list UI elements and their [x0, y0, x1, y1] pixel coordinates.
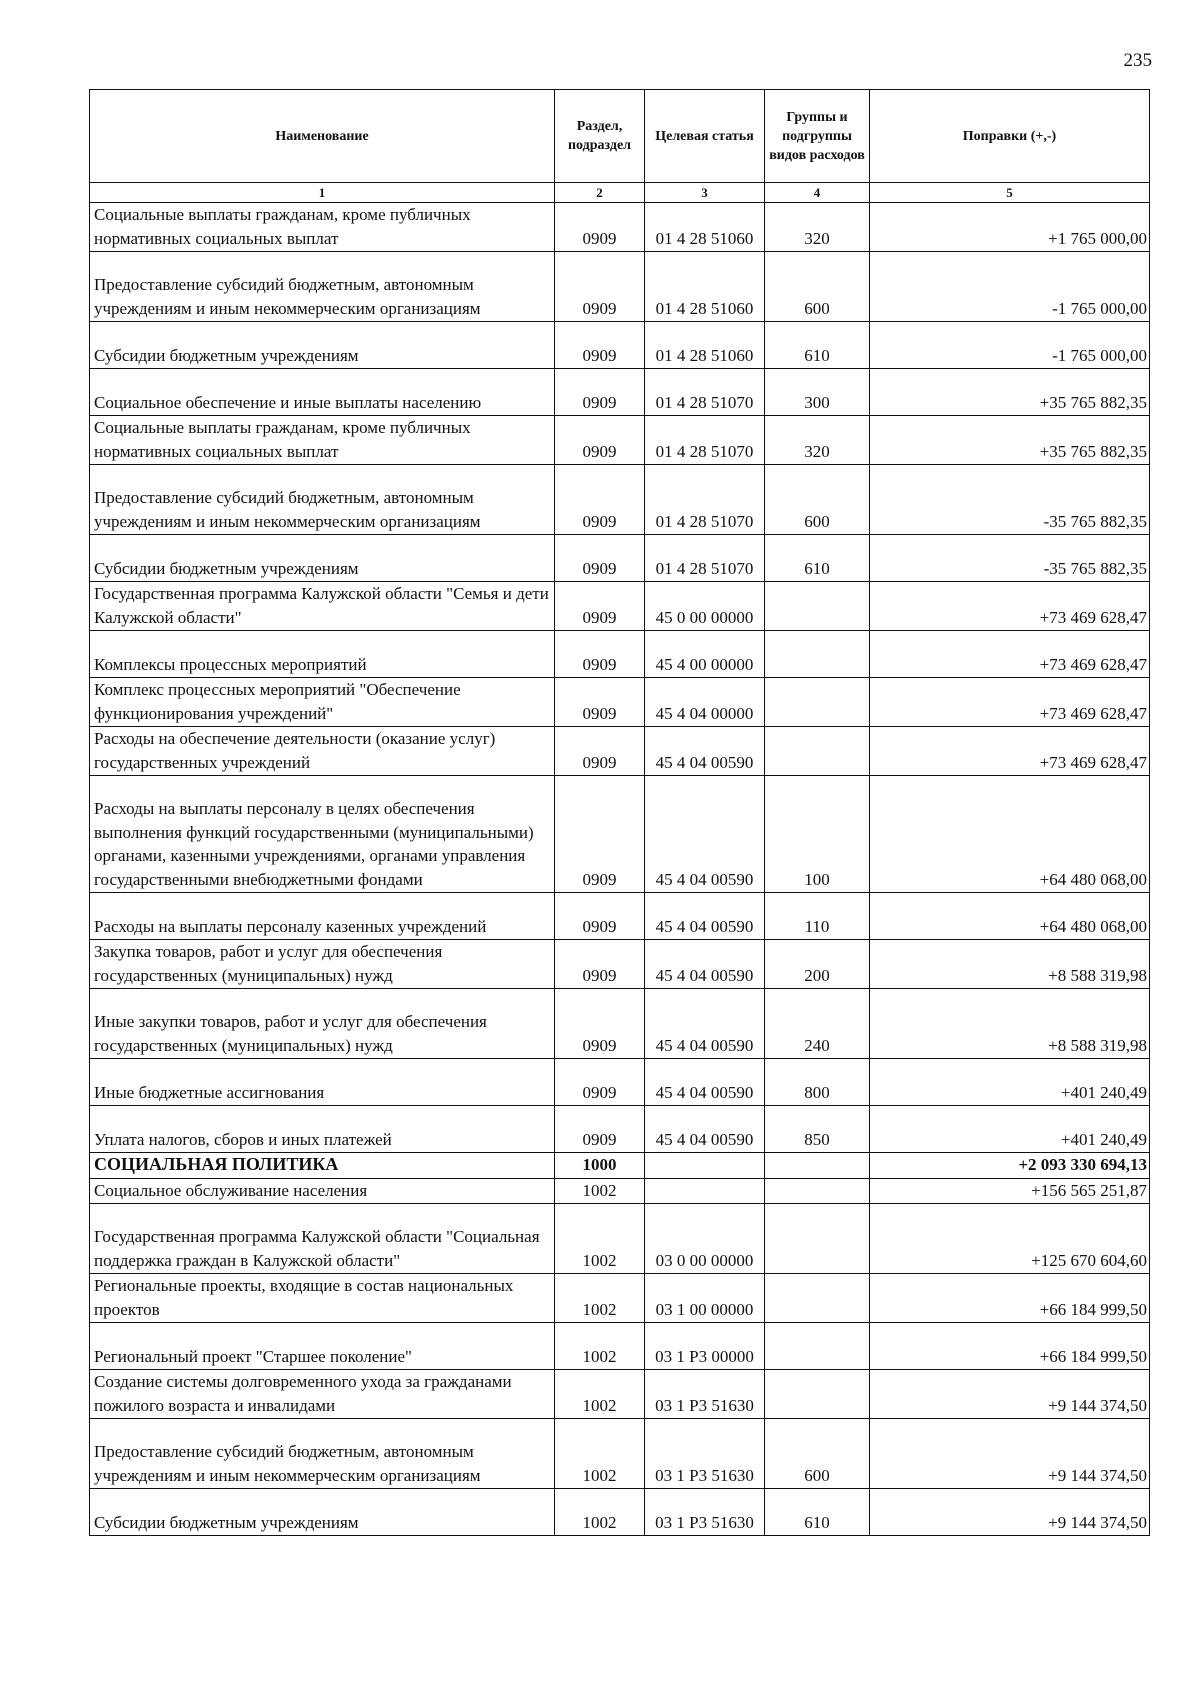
row-amount: +73 469 628,47: [870, 727, 1150, 776]
row-amount: -35 765 882,35: [870, 535, 1150, 582]
table-row: [90, 1274, 1150, 1323]
table-row: [90, 1153, 1150, 1179]
row-name: Социальное обеспечение и иные выплаты населению: [90, 369, 555, 416]
row-group: 300: [765, 369, 870, 416]
row-group: 610: [765, 322, 870, 369]
table-row: [90, 1419, 1150, 1489]
row-section: 0909: [555, 582, 645, 631]
row-name: Комплексы процессных мероприятий: [90, 631, 555, 678]
row-section: 1002: [555, 1178, 645, 1204]
row-target: 45 4 04 00000: [645, 678, 765, 727]
row-amount: +2 093 330 694,13: [870, 1153, 1150, 1179]
row-amount: -35 765 882,35: [870, 465, 1150, 535]
table-row: [90, 582, 1150, 631]
row-name: Закупка товаров, работ и услуг для обеспечения государственных (муниципальных) нужд: [90, 940, 555, 989]
row-name: Субсидии бюджетным учреждениям: [90, 322, 555, 369]
row-amount: +8 588 319,98: [870, 940, 1150, 989]
row-amount: +73 469 628,47: [870, 631, 1150, 678]
row-name: Предоставление субсидий бюджетным, автономным учреждениям и иным некоммерческим организациям: [90, 1419, 555, 1489]
row-target: 45 4 04 00590: [645, 727, 765, 776]
table-row: [90, 465, 1150, 535]
table-row: [90, 1489, 1150, 1536]
row-target: 01 4 28 51060: [645, 203, 765, 252]
row-group: [765, 631, 870, 678]
row-group: 600: [765, 252, 870, 322]
row-amount: +66 184 999,50: [870, 1274, 1150, 1323]
row-section: 0909: [555, 940, 645, 989]
row-section: 0909: [555, 1106, 645, 1153]
row-group: 610: [765, 1489, 870, 1536]
row-group: [765, 1178, 870, 1204]
row-amount: +1 765 000,00: [870, 203, 1150, 252]
col-number: 3: [645, 183, 765, 203]
row-target: 01 4 28 51060: [645, 322, 765, 369]
row-group: 320: [765, 416, 870, 465]
row-name: Региональные проекты, входящие в состав национальных проектов: [90, 1274, 555, 1323]
row-section: 0909: [555, 727, 645, 776]
row-name: Комплекс процессных мероприятий "Обеспечение функционирования учреждений": [90, 678, 555, 727]
row-group: [765, 582, 870, 631]
row-target: 03 0 00 00000: [645, 1204, 765, 1274]
row-section: 0909: [555, 252, 645, 322]
table-row: [90, 727, 1150, 776]
col-number: 5: [870, 183, 1150, 203]
row-group: 100: [765, 776, 870, 893]
row-amount: +9 144 374,50: [870, 1489, 1150, 1536]
table-row: [90, 1106, 1150, 1153]
row-group: 850: [765, 1106, 870, 1153]
row-section: 0909: [555, 369, 645, 416]
col-number: 1: [90, 183, 555, 203]
row-amount: +9 144 374,50: [870, 1419, 1150, 1489]
row-section: 1002: [555, 1274, 645, 1323]
row-section: 0909: [555, 893, 645, 940]
table-row: [90, 893, 1150, 940]
row-amount: +35 765 882,35: [870, 416, 1150, 465]
row-target: 45 4 04 00590: [645, 1106, 765, 1153]
row-amount: +73 469 628,47: [870, 678, 1150, 727]
row-name: Субсидии бюджетным учреждениям: [90, 1489, 555, 1536]
row-name: Региональный проект "Старшее поколение": [90, 1323, 555, 1370]
row-name: Расходы на обеспечение деятельности (оказание услуг) государственных учреждений: [90, 727, 555, 776]
row-section: 1002: [555, 1204, 645, 1274]
row-name: Предоставление субсидий бюджетным, автономным учреждениям и иным некоммерческим организациям: [90, 465, 555, 535]
row-target: 01 4 28 51070: [645, 535, 765, 582]
row-group: [765, 1274, 870, 1323]
row-group: 240: [765, 989, 870, 1059]
row-name: Иные закупки товаров, работ и услуг для обеспечения государственных (муниципальных) нужд: [90, 989, 555, 1059]
row-amount: +64 480 068,00: [870, 893, 1150, 940]
row-name: Расходы на выплаты персоналу казенных учреждений: [90, 893, 555, 940]
row-target: 03 1 P3 51630: [645, 1419, 765, 1489]
table-row: [90, 989, 1150, 1059]
row-target: 45 4 04 00590: [645, 776, 765, 893]
header-name: Наименование: [90, 90, 555, 183]
row-group: 200: [765, 940, 870, 989]
table-row: [90, 369, 1150, 416]
row-group: 610: [765, 535, 870, 582]
table-row: [90, 416, 1150, 465]
table-row: [90, 776, 1150, 893]
row-group: [765, 1370, 870, 1419]
row-group: 110: [765, 893, 870, 940]
table-row: [90, 1204, 1150, 1274]
row-group: 800: [765, 1059, 870, 1106]
row-group: 320: [765, 203, 870, 252]
row-target: [645, 1178, 765, 1204]
row-group: [765, 1323, 870, 1370]
row-section: 0909: [555, 416, 645, 465]
row-amount: +156 565 251,87: [870, 1178, 1150, 1204]
row-name: Предоставление субсидий бюджетным, автономным учреждениям и иным некоммерческим организациям: [90, 252, 555, 322]
budget-amendments-table: [89, 89, 1150, 1536]
row-target: 01 4 28 51060: [645, 252, 765, 322]
table-row: [90, 631, 1150, 678]
row-name: Создание системы долговременного ухода за гражданами пожилого возраста и инвалидами: [90, 1370, 555, 1419]
row-amount: +73 469 628,47: [870, 582, 1150, 631]
row-name: Социальные выплаты гражданам, кроме публичных нормативных социальных выплат: [90, 203, 555, 252]
table-row: [90, 1370, 1150, 1419]
row-section: 0909: [555, 989, 645, 1059]
row-group: 600: [765, 465, 870, 535]
row-section: 0909: [555, 322, 645, 369]
row-group: [765, 727, 870, 776]
row-amount: +66 184 999,50: [870, 1323, 1150, 1370]
row-group: [765, 678, 870, 727]
row-section: 0909: [555, 1059, 645, 1106]
table-row: [90, 678, 1150, 727]
table-row: [90, 1059, 1150, 1106]
row-target: 45 4 04 00590: [645, 940, 765, 989]
row-section: 0909: [555, 776, 645, 893]
row-section: 0909: [555, 678, 645, 727]
row-target: 01 4 28 51070: [645, 465, 765, 535]
header-target: Целевая статья: [645, 90, 765, 183]
row-name: Государственная программа Калужской области "Социальная поддержка граждан в Калужской области": [90, 1204, 555, 1274]
row-section: 1002: [555, 1370, 645, 1419]
row-amount: +125 670 604,60: [870, 1204, 1150, 1274]
table-row: [90, 940, 1150, 989]
row-name: Социальное обслуживание населения: [90, 1178, 555, 1204]
row-target: 45 0 00 00000: [645, 582, 765, 631]
row-target: 45 4 00 00000: [645, 631, 765, 678]
table-row: [90, 203, 1150, 252]
row-name: Субсидии бюджетным учреждениям: [90, 535, 555, 582]
row-name: Государственная программа Калужской области "Семья и дети Калужской области": [90, 582, 555, 631]
row-amount: +64 480 068,00: [870, 776, 1150, 893]
table-row: [90, 1178, 1150, 1204]
row-target: 03 1 P3 51630: [645, 1370, 765, 1419]
row-amount: +35 765 882,35: [870, 369, 1150, 416]
row-section: 1002: [555, 1419, 645, 1489]
row-name: Иные бюджетные ассигнования: [90, 1059, 555, 1106]
row-section: 1002: [555, 1489, 645, 1536]
row-target: [645, 1153, 765, 1179]
page-number: 235: [1123, 50, 1152, 71]
col-number: 4: [765, 183, 870, 203]
table-row: [90, 322, 1150, 369]
table-row: [90, 1323, 1150, 1370]
row-target: 03 1 P3 00000: [645, 1323, 765, 1370]
row-section: 1002: [555, 1323, 645, 1370]
row-amount: +401 240,49: [870, 1106, 1150, 1153]
header-groups: Группы и подгруппы видов расходов: [765, 90, 870, 183]
row-target: 45 4 04 00590: [645, 1059, 765, 1106]
row-target: 01 4 28 51070: [645, 416, 765, 465]
row-group: [765, 1153, 870, 1179]
row-section: 0909: [555, 631, 645, 678]
row-name: Расходы на выплаты персоналу в целях обеспечения выполнения функций государственными (муниципальными) органами, казенными учреждениями, органами управления государственными внебюджетными фондами: [90, 776, 555, 893]
row-group: 600: [765, 1419, 870, 1489]
row-section: 0909: [555, 465, 645, 535]
row-amount: -1 765 000,00: [870, 322, 1150, 369]
row-group: [765, 1204, 870, 1274]
table-row: [90, 535, 1150, 582]
row-target: 03 1 00 00000: [645, 1274, 765, 1323]
row-target: 03 1 P3 51630: [645, 1489, 765, 1536]
row-name: Уплата налогов, сборов и иных платежей: [90, 1106, 555, 1153]
row-section: 1000: [555, 1153, 645, 1179]
row-name: СОЦИАЛЬНАЯ ПОЛИТИКА: [90, 1153, 555, 1179]
row-amount: +8 588 319,98: [870, 989, 1150, 1059]
row-target: 01 4 28 51070: [645, 369, 765, 416]
row-amount: +9 144 374,50: [870, 1370, 1150, 1419]
row-amount: -1 765 000,00: [870, 252, 1150, 322]
header-section: Раздел, подраздел: [555, 90, 645, 183]
header-amend: Поправки (+,-): [870, 90, 1150, 183]
row-target: 45 4 04 00590: [645, 989, 765, 1059]
row-section: 0909: [555, 535, 645, 582]
row-amount: +401 240,49: [870, 1059, 1150, 1106]
row-section: 0909: [555, 203, 645, 252]
col-number: 2: [555, 183, 645, 203]
table-row: [90, 252, 1150, 322]
row-target: 45 4 04 00590: [645, 893, 765, 940]
row-name: Социальные выплаты гражданам, кроме публичных нормативных социальных выплат: [90, 416, 555, 465]
